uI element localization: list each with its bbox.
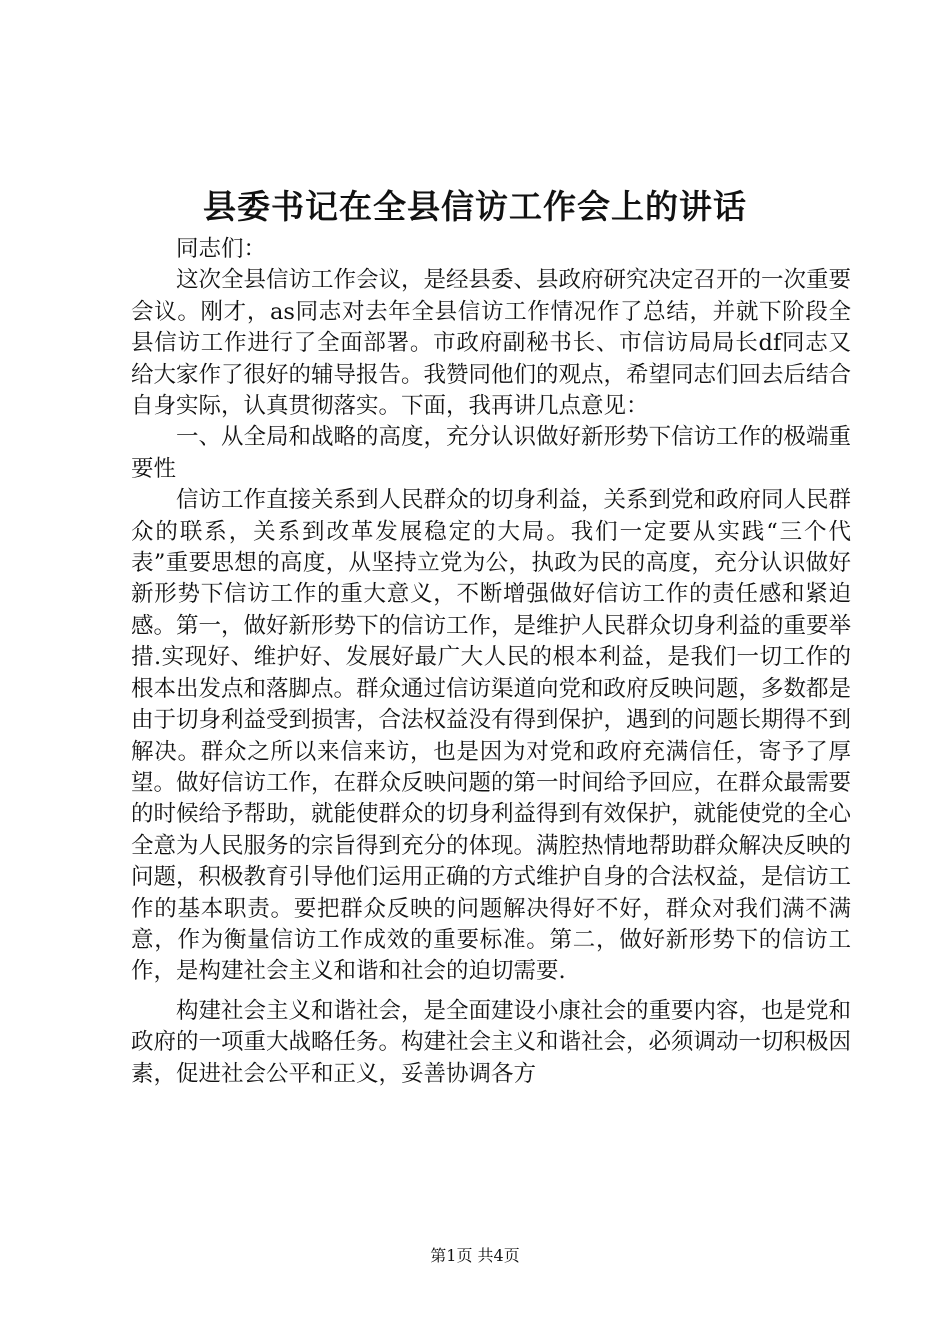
paragraph-body: 构建社会主义和谐社会，是全面建设小康社会的重要内容，也是党和政府的一项重大战略任务。构建社会主义和谐社会，必须调动一切积极因素，促进社会公平和正义，妥善协调各方 bbox=[131, 997, 852, 1087]
document-body bbox=[131, 234, 851, 1090]
paragraph-salutation: 同志们： bbox=[176, 236, 267, 262]
page-number: 第1页 共4页 bbox=[430, 1246, 520, 1265]
paragraph-intro: 这次全县信访工作会议，是经县委、县政府研究决定召开的一次重要会议。刚才，as同志对去年全县信访工作情况作了总结，并就下阶段全县信访工作进行了全面部署。市政府副秘书长、市信访局局长df同志又给大家作了很好的辅导报告。我赞同他们的观点，希望同志们回去后结合自身实际，认真贯彻落实。下面，我再讲几点意见： bbox=[131, 267, 852, 420]
paragraph-section-heading: 一、从全局和战略的高度，充分认识做好新形势下信访工作的极端重要性 bbox=[131, 424, 852, 482]
paragraph-body: 信访工作直接关系到人民群众的切身利益，关系到党和政府同人民群众的联系，关系到改革发展稳定的大局。我们一定要从实践“三个代表”重要思想的高度，从坚持立党为公，执政为民的高度，充分认识做好新形势下信访工作的重大意义，不断增强做好信访工作的责任感和紧迫感。第一，做好新形势下的信访工作，是维护人民群众切身利益的重要举措.实现好、维护好、发展好最广大人民的根本利益，是我们一切工作的根本出发点和落脚点。群众通过信访渠道向党和政府反映问题，多数都是由于切身利益受到损害，合法权益没有得到保护，遇到的问题长期得不到解决。群众之所以来信来访，也是因为对党和政府充满信任，寄予了厚望。做好信访工作，在群众反映问题的第一时间给予回应，在群众最需要的时候给予帮助，就能使群众的切身利益得到有效保护，就能使党的全心全意为人民服务的宗旨得到充分的体现。满腔热情地帮助群众解决反映的问题，积极教育引导他们运用正确的方式维护自身的合法权益，是信访工作的基本职责。要把群众反映的问题解决得好不好，群众对我们满不满意，作为衡量信访工作成效的重要标准。第二，做好新形势下的信访工作，是构建社会主义和谐和社会的迫切需要. bbox=[131, 487, 852, 985]
document-title: 县委书记在全县信访工作会上的讲话 bbox=[203, 187, 747, 226]
